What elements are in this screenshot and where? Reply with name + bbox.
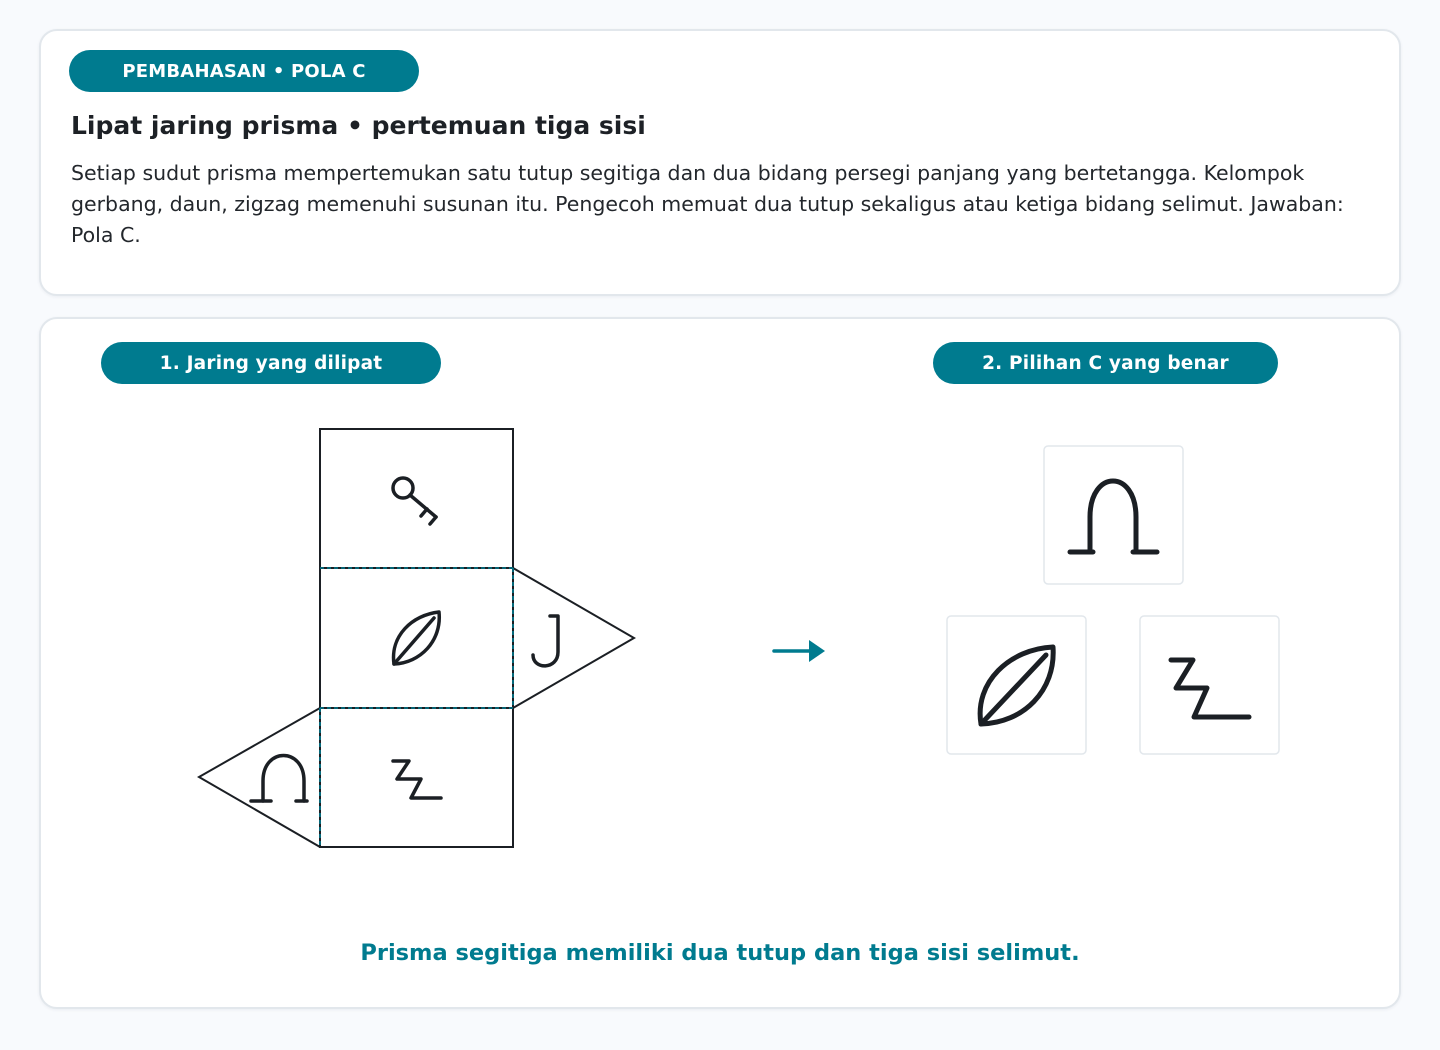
- step-2-label: 2. Pilihan C yang benar: [933, 342, 1278, 384]
- hook-icon: [533, 616, 558, 666]
- zigzag-icon: [393, 761, 441, 798]
- arrow-right-icon: [774, 640, 825, 662]
- page-title: Lipat jaring prisma • pertemuan tiga sisi: [71, 111, 646, 140]
- diagram-card: [39, 317, 1401, 1009]
- leaf-icon: [394, 612, 440, 664]
- answer-tile-gate: [1044, 446, 1183, 584]
- explanation-text: Setiap sudut prisma mempertemukan satu tutup segitiga dan dua bidang persegi panjang yang bertetangga. Kelompok gerbang, daun, zigzag memenuhi susunan itu. Pengecoh memuat dua tutup sekaligus atau ketiga bidang selimut. Jawaban: Pola C.: [71, 161, 1344, 247]
- net-cap-left: [199, 708, 320, 847]
- key-icon: [393, 478, 436, 524]
- diagram-caption: Prisma segitiga memiliki dua tutup dan tiga sisi selimut.: [360, 940, 1080, 966]
- net-cap-right: [513, 568, 634, 708]
- section-badge: PEMBAHASAN • POLA C: [69, 50, 419, 92]
- explanation-card: [39, 29, 1401, 296]
- step-1-label: 1. Jaring yang dilipat: [101, 342, 441, 384]
- prism-net-diagram: [41, 319, 1399, 1007]
- gate-icon: [251, 756, 307, 802]
- answer-tile-zigzag: [1140, 616, 1279, 754]
